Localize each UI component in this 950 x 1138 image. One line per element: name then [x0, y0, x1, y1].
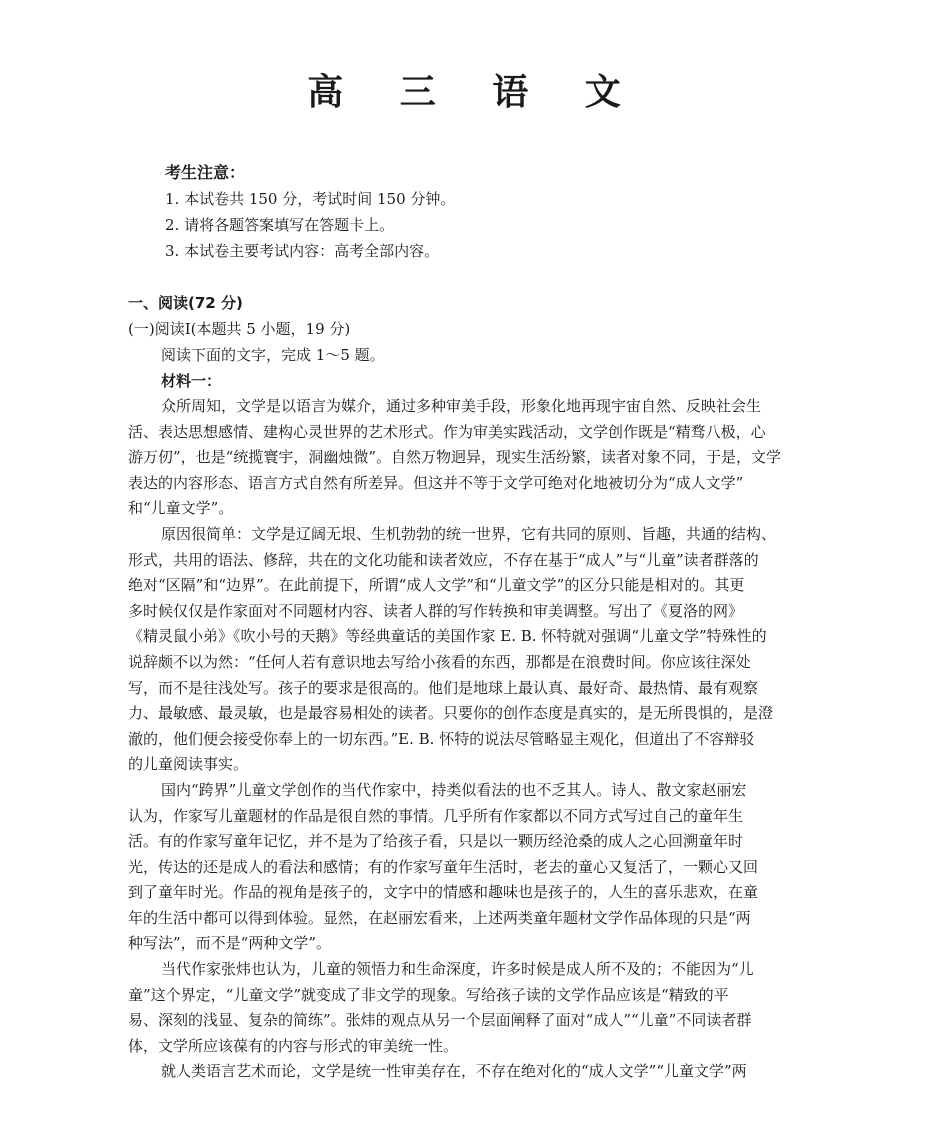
- subsection-heading: (一)阅读Ⅰ(本题共 5 小题，19 分): [128, 320, 351, 338]
- paragraph-1: [128, 394, 828, 522]
- paragraph-line: 的儿童阅读事实。: [128, 755, 249, 774]
- paragraph-line: 种写法”，而不是“两种文学”。: [128, 934, 332, 953]
- paragraph-2: [128, 522, 828, 778]
- paragraph-line: 当代作家张炜也认为，儿童的领悟力和生命深度，许多时候是成人所不及的；不能因为“儿: [161, 960, 754, 979]
- paragraph-line: 活。有的作家写童年记忆，并不是为了给孩子看，只是以一颗历经沧桑的成人之心回溯童年时: [128, 832, 744, 851]
- notice-item-3: 3. 本试卷主要考试内容：高考全部内容。: [165, 242, 440, 260]
- paragraph-line: 写，而不是往浅处写。孩子的要求是很高的。他们是地球上最认真、最好奇、最热情、最有观察: [128, 678, 759, 697]
- paragraph-line: 和“儿童文学”。: [128, 499, 234, 518]
- paragraph-line: 《精灵鼠小弟》《吹小号的天鹅》等经典童话的美国作家 E. B. 怀特就对强调“儿童文学”特殊性的: [128, 627, 767, 646]
- material-text: [128, 394, 828, 1085]
- paragraph-line: 国内“跨界”儿童文学创作的当代作家中，持类似看法的也不乏其人。诗人、散文家赵丽宏: [161, 780, 747, 799]
- paragraph-3: [128, 778, 828, 957]
- paragraph-line: 说辞颇不以为然：“任何人若有意识地去写给小孩看的东西，那都是在浪费时间。你应该往深处: [128, 652, 751, 671]
- paragraph-line: 年的生活中都可以得到体验。显然，在赵丽宏看来，上述两类童年题材文学作品体现的只是“两: [128, 908, 751, 927]
- paragraph-line: 体，文学所应该葆有的内容与形式的审美统一性。: [128, 1036, 459, 1055]
- paragraph-line: 活、表达思想感情、建构心灵世界的艺术形式。作为审美实践活动，文学创作既是“精骛八极，心: [128, 422, 766, 441]
- notice-item-2: 2. 请将各题答案填写在答题卡上。: [165, 216, 395, 234]
- paragraph-line: 原因很简单：文学是辽阔无垠、生机勃勃的统一世界，它有共同的原则、旨趣，共通的结构、: [161, 524, 777, 543]
- paragraph-line: 表达的内容形态、语言方式自然有所差异。但这并不等于文学可绝对化地被切分为“成人文学”: [128, 473, 744, 492]
- paragraph-line: 绝对“区隔”和“边界”。在此前提下，所谓“成人文学”和“儿童文学”的区分只能是相对的。其更: [128, 576, 745, 595]
- paragraph-line: 众所周知，文学是以语言为媒介，通过多种审美手段，形象化地再现宇宙自然、反映社会生: [161, 397, 762, 415]
- section-heading: 一、阅读(72 分): [128, 294, 243, 312]
- candidate-notice: [165, 160, 865, 264]
- material-label: 材料一：: [161, 372, 222, 390]
- page-title: 高 三 语 文: [307, 72, 643, 113]
- paragraph-line: 童”这个界定，“儿童文学”就变成了非文学的现象。写给孩子读的文学作品应该是“精致的平: [128, 985, 729, 1004]
- paragraph-line: 就人类语言艺术而论，文学是统一性审美存在，不存在绝对化的“成人文学”“儿童文学”两: [161, 1062, 747, 1081]
- reading-instruction: 阅读下面的文字，完成 1～5 题。: [161, 346, 385, 364]
- notice-heading: 考生注意：: [165, 163, 246, 182]
- paragraph-line: 澈的，他们便会接受你奉上的一切东西。”E. B. 怀特的说法尽管略显主观化，但道出了不容辩驳: [128, 729, 755, 748]
- paragraph-line: 到了童年时光。作品的视角是孩子的，文字中的情感和趣味也是孩子的，人生的喜乐悲欢，在童: [128, 883, 759, 902]
- reading-section: [128, 290, 828, 1085]
- paragraph-5: [128, 1059, 828, 1085]
- paragraph-line: 形式，共用的语法、修辞，共在的文化功能和读者效应，不存在基于“成人”与“儿童”读者群落的: [128, 550, 759, 569]
- paragraph-4: [128, 957, 828, 1059]
- paragraph-line: 认为，作家写儿童题材的作品是很自然的事情。几乎所有作家都以不同方式写过自己的童年生: [128, 806, 744, 825]
- paragraph-line: 游万仞”，也是“统揽寰宇，洞幽烛微”。自然万物迥异，现实生活纷繁，读者对象不同，于是，文学: [128, 448, 782, 467]
- paragraph-line: 多时候仅仅是作家面对不同题材内容、读者人群的写作转换和审美调整。写出了《夏洛的网》: [128, 601, 744, 620]
- notice-item-1: 1. 本试卷共 150 分，考试时间 150 分钟。: [165, 190, 456, 208]
- paragraph-line: 力、最敏感、最灵敏，也是最容易相处的读者。只要你的创作态度是真实的，是无所畏惧的，是澄: [128, 704, 774, 723]
- paragraph-line: 易、深刻的浅显、复杂的简练”。张炜的观点从另一个层面阐释了面对“成人”“儿童”不同读者群: [128, 1011, 752, 1030]
- paragraph-line: 光，传达的还是成人的看法和感情；有的作家写童年生活时，老去的童心又复活了，一颗心又回: [128, 857, 759, 876]
